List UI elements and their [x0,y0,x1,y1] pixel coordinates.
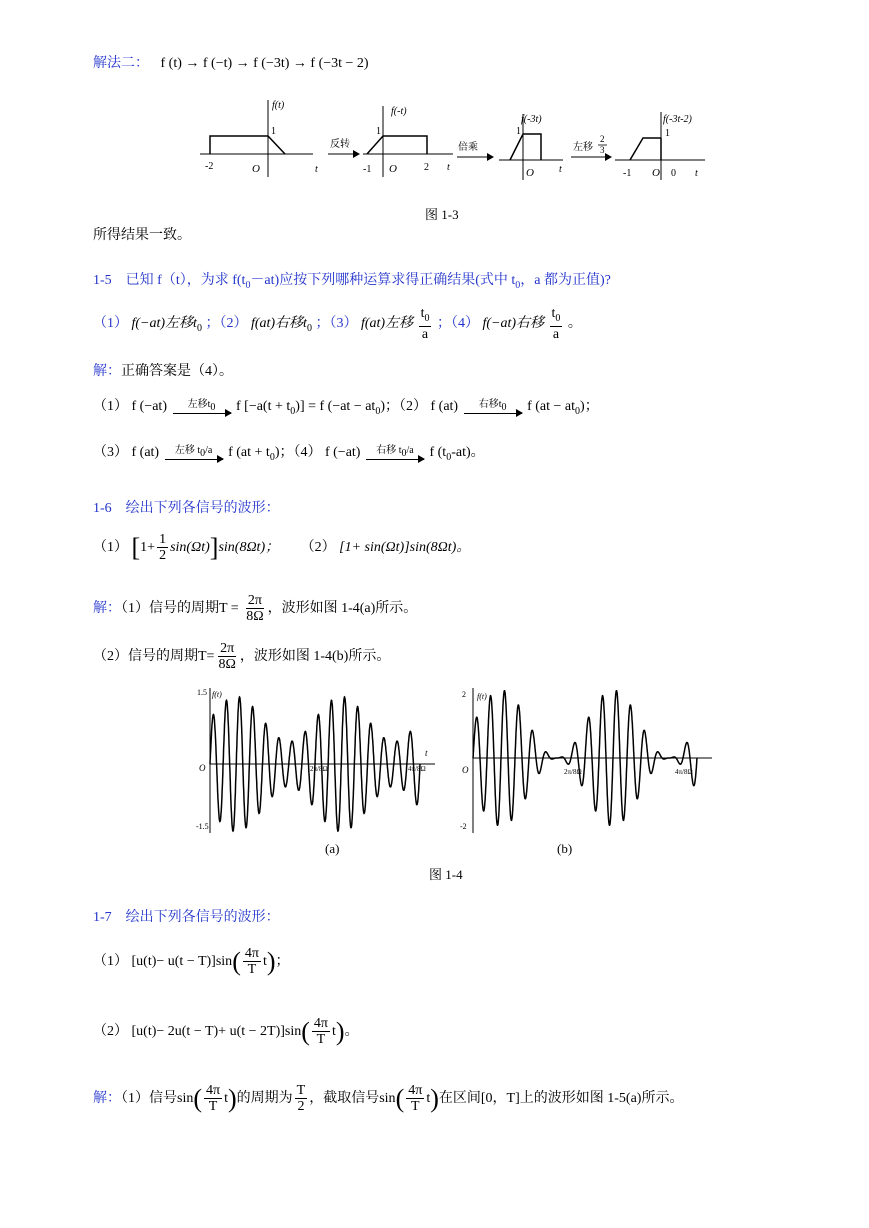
opt2-expr: f(at)右移t [250,316,307,332]
fig-a-mid: 2π/8Ω [310,765,328,773]
r3-arrow-label: 左移 [174,445,195,457]
opt3-num: ；（3） [315,316,358,332]
plot1-one: 1 [271,126,276,137]
r3-arrow-a: a [207,445,213,457]
plot1-origin: O [252,163,260,175]
solution-label: 解法二： [93,56,149,71]
r3-left: f (at) [131,445,160,460]
p17-e2-a: [u(t)− 2u(t − T)+ u(t − 2T)]sin [131,1024,302,1039]
paren-close-4: ) [430,1083,439,1113]
fig-a-origin: O [199,763,206,773]
p17-ft-3: t [224,1091,228,1106]
consistent-text: 所得结果一致。 [93,228,191,243]
fig-a-ymin: -1.5 [196,822,209,831]
r1-sub-a: 0 [290,405,296,417]
period-frac-2 [216,641,237,672]
figure-1-4b [457,683,715,838]
problem-1-5-options [93,306,582,344]
solution2-line [93,55,369,73]
opt4-frac [550,306,563,342]
p17-ft-4: t [426,1091,431,1106]
p17-s1: （1）信号 [121,1091,177,1106]
opt1-expr: f(−at)左移t [131,316,197,332]
period-frac-1 [244,593,265,624]
half-frac [157,532,168,563]
r4-right-a: f (t [429,445,447,460]
r4-arrow-a: a [409,445,414,457]
r1-arrow-sub: 0 [210,402,216,414]
p17-fn-1: 4π [244,946,259,962]
plot4-ylabel: f(-3t-2) [663,114,692,125]
opt4-frac-num: t [551,306,556,321]
p16-sol2-text: （2）信号的周期T= [93,649,215,664]
p15-solution-text: 正确答案是（4）。 [121,364,233,379]
period-num-2: 2π [220,641,235,657]
opt4-expr: f(−at)右移 [482,316,545,332]
p17-fn-3: 4π [206,1083,221,1099]
paren-open-1: ( [232,946,241,976]
plot2-neg1: -1 [363,164,372,175]
r4-left: f (−at) [324,445,361,460]
r1-right-a: f [−a(t + t [236,399,291,414]
r2-arrow [464,399,522,414]
p16-sol1-tail: ，波形如图 1-4(a)所示。 [267,601,418,616]
op-reverse-label: 反转 [330,139,350,150]
r3-arrow-t: t [197,445,201,457]
plot3-t: t [559,164,562,175]
p17-fd-1: T [247,962,257,978]
problem-1-7-title: 1-7 绘出下列各信号的波形： [93,910,280,925]
p17-frac-2 [312,1016,330,1047]
p16-sol2 [93,640,390,674]
period-den-2: 8Ω [218,657,236,673]
plot2-ylabel: f(-t) [391,106,407,117]
fig-b-ymin: -2 [460,822,467,831]
opt2-sub: 0 [306,322,312,334]
opt4-num: ；（4） [436,316,479,332]
problem-1-6-exprs [93,528,470,568]
r3-arrow: 左移 $t_0/a$ [165,445,223,460]
op-scale-label: 倍乘 [458,142,478,153]
p17-sin-2: sin [379,1091,396,1106]
p16-e1-num: （1） [93,540,128,555]
half-den: 2 [159,548,167,564]
r1-right-c: )；（2） [380,399,427,414]
op-shift-num: 2 [600,134,605,144]
r4-arrow-label: 右移 [376,445,397,457]
fig-a-ymax: 1.5 [197,688,207,697]
r1-left: f (−at) [131,399,167,414]
problem-1-6-title: 1-6 绘出下列各信号的波形： [93,501,280,516]
transform-chain: f (t) → f (−t) → f (−3t) → f (−3t − 2) [160,56,369,71]
opt4-frac-sub: 0 [555,312,561,324]
opt4-frac-den: a [552,326,560,342]
r4-arrow-t: t [398,445,402,457]
r2-right-a: f (at − at [527,399,576,414]
p15-title-c: ，a 都为正值)? [520,273,611,288]
paren-open-4: ( [395,1083,405,1113]
r2-left: f (at) [430,399,459,414]
r2-sub: 0 [575,405,581,417]
opt1-sub: 0 [196,322,202,334]
figure-1-3-caption: 图 1-3 [425,207,459,222]
fig-b-end: 4π/8Ω [675,768,693,776]
fig-b-origin: O [462,765,469,775]
p17-fn-4: 4π [408,1083,423,1099]
paren-close-3: ) [227,1083,237,1113]
figure-1-4-caption: 图 1-4 [429,867,463,882]
opt3-frac-num: t [420,306,425,321]
p15-title-b: －at)应按下列哪种运算求得正确结果(式中 t [250,273,516,288]
p16-e1-a: 1+ [140,540,156,555]
p16-e1-b: sin(Ωt) [170,540,210,555]
p17-e1-num: （1） [93,954,128,969]
plot3-ylabel: f(-3t) [521,114,542,125]
r4-right-b: -at)。 [451,445,485,460]
p17-e2-num: （2） [93,1024,128,1039]
p17-s1c: ，截取信号 [309,1091,380,1106]
p17-sin-1: sin [177,1091,194,1106]
p17-frac-3 [204,1083,222,1114]
fig-1-4a-label: (a) [325,841,340,856]
p17-sol-label: 解： [93,1091,121,1106]
r4-sub: 0 [446,451,452,463]
p17-ft-2: t [332,1024,336,1039]
p17-half-frac [295,1083,308,1114]
bracket-open: [ [131,532,141,562]
r2-arrow-label: 右移t [478,399,502,411]
p17-fd-3: T [208,1099,218,1115]
fig-1-4b-label: (b) [557,841,573,856]
plot1-t: t [315,164,318,175]
paren-open-3: ( [193,1083,203,1113]
r3-right-a: f (at + t [228,445,270,460]
plot2-one: 1 [376,126,381,137]
r1-arrow [173,399,231,414]
p17-ft-1: t [262,954,267,969]
p16-e2-num: （2） [300,540,336,555]
r1-arrow-label: 左移t [187,399,211,411]
plot2-t: t [447,162,450,173]
p17-expr1 [93,940,290,984]
opt3-expr: f(at)左移 [360,316,414,332]
plot2-two: 2 [424,162,429,173]
p17-s1d: 在区间[0，T]上的波形如图 1-5(a)所示。 [438,1091,684,1106]
period-den-1: 8Ω [246,609,264,625]
plot4-zero: 0 [671,168,676,179]
half-num: 1 [159,532,167,548]
figure-1-3 [195,92,710,187]
p15-solution-label: 解： [93,364,121,379]
p17-fd-4: T [410,1099,420,1115]
p15-solution-line [93,363,233,381]
p17-expr2 [93,1010,359,1054]
plot1-ylabel: f(t) [272,100,285,111]
p15-title-a: 1-5 已知 f（t），为求 f(t [93,273,246,288]
paren-close-1: ) [266,946,276,976]
paren-close-2: ) [335,1016,345,1046]
figure-1-4a [190,678,440,838]
p17-e1-a: [u(t)− u(t − T)]sin [131,954,233,969]
p17-fn-2: 4π [313,1016,328,1032]
fig-b-ylabel: f(t) [477,692,487,701]
period-num-1: 2π [247,593,262,609]
p15-derivation-2 [93,440,485,471]
fig-b-mid: 2π/8Ω [564,768,582,776]
plot4-t: t [695,168,698,179]
p16-sol2-tail: ，波形如图 1-4(b)所示。 [239,649,391,664]
plot-f-neg-t [363,106,453,177]
opt1-num: （1） [93,316,128,332]
r2-arrow-sub: 0 [501,402,507,414]
p17-fd-2: T [316,1032,326,1048]
r3-right-b: )；（4） [274,445,322,460]
p16-sol-label: 解： [93,601,121,616]
op-shift-den: 3 [600,145,605,155]
r4-arrow: 右移 $t_0/a$ [366,445,424,460]
p17-half-num: T [296,1083,306,1099]
plot3-one: 1 [516,126,521,137]
plot4-neg1: -1 [623,168,632,179]
opt2-num: ；（2） [205,316,248,332]
p17-e1-end: ； [275,954,290,969]
p17-e2-end: 。 [344,1024,359,1039]
plot1-neg2: -2 [205,161,214,172]
fig-a-end: 4π/8Ω [408,765,426,773]
r1-sub-b: 0 [375,405,381,417]
bracket-close: ] [209,532,219,562]
plot2-origin: O [389,163,397,175]
r3-sub: 0 [269,451,275,463]
r3-num: （3） [93,445,128,460]
p16-e2-a: [1+ sin(Ωt)]sin(8Ωt)。 [339,540,471,555]
p15-derivation-1 [93,396,599,423]
plot4-origin: O [652,167,660,179]
p15-title-sub2: 0 [515,279,521,291]
p17-frac-4 [406,1083,424,1114]
opt3-frac-sub: 0 [424,312,430,324]
opt3-frac [419,306,432,342]
r4-arrow-sub: 0 [401,448,407,460]
r1-right-b: )] = f (−at − at [295,399,376,414]
paren-open-2: ( [301,1016,310,1046]
fig-b-ymax: 2 [462,690,466,699]
plot4-one: 1 [665,128,670,139]
r1-num: （1） [93,399,128,414]
r3-arrow-sub: 0 [200,448,206,460]
fig-a-ylabel: f(t) [212,690,222,699]
opt3-frac-den: a [421,326,429,342]
fig-a-t: t [425,748,428,758]
plot3-origin: O [526,167,534,179]
p16-sol1 [93,592,417,626]
op-shift-label: 左移 [573,142,593,153]
p17-half-den: 2 [297,1099,305,1115]
p16-sol1-text: （1）信号的周期T = [121,601,239,616]
p17-solution [93,1077,683,1121]
opt-end: 。 [567,316,582,332]
p17-s1b: 的周期为 [236,1091,293,1106]
problem-1-5-title [93,272,611,295]
p17-frac-1 [243,946,261,977]
p15-title-sub: 0 [245,279,251,291]
r2-right-b: )； [580,399,599,414]
p16-e1-c: sin(8Ωt)； [218,540,280,555]
